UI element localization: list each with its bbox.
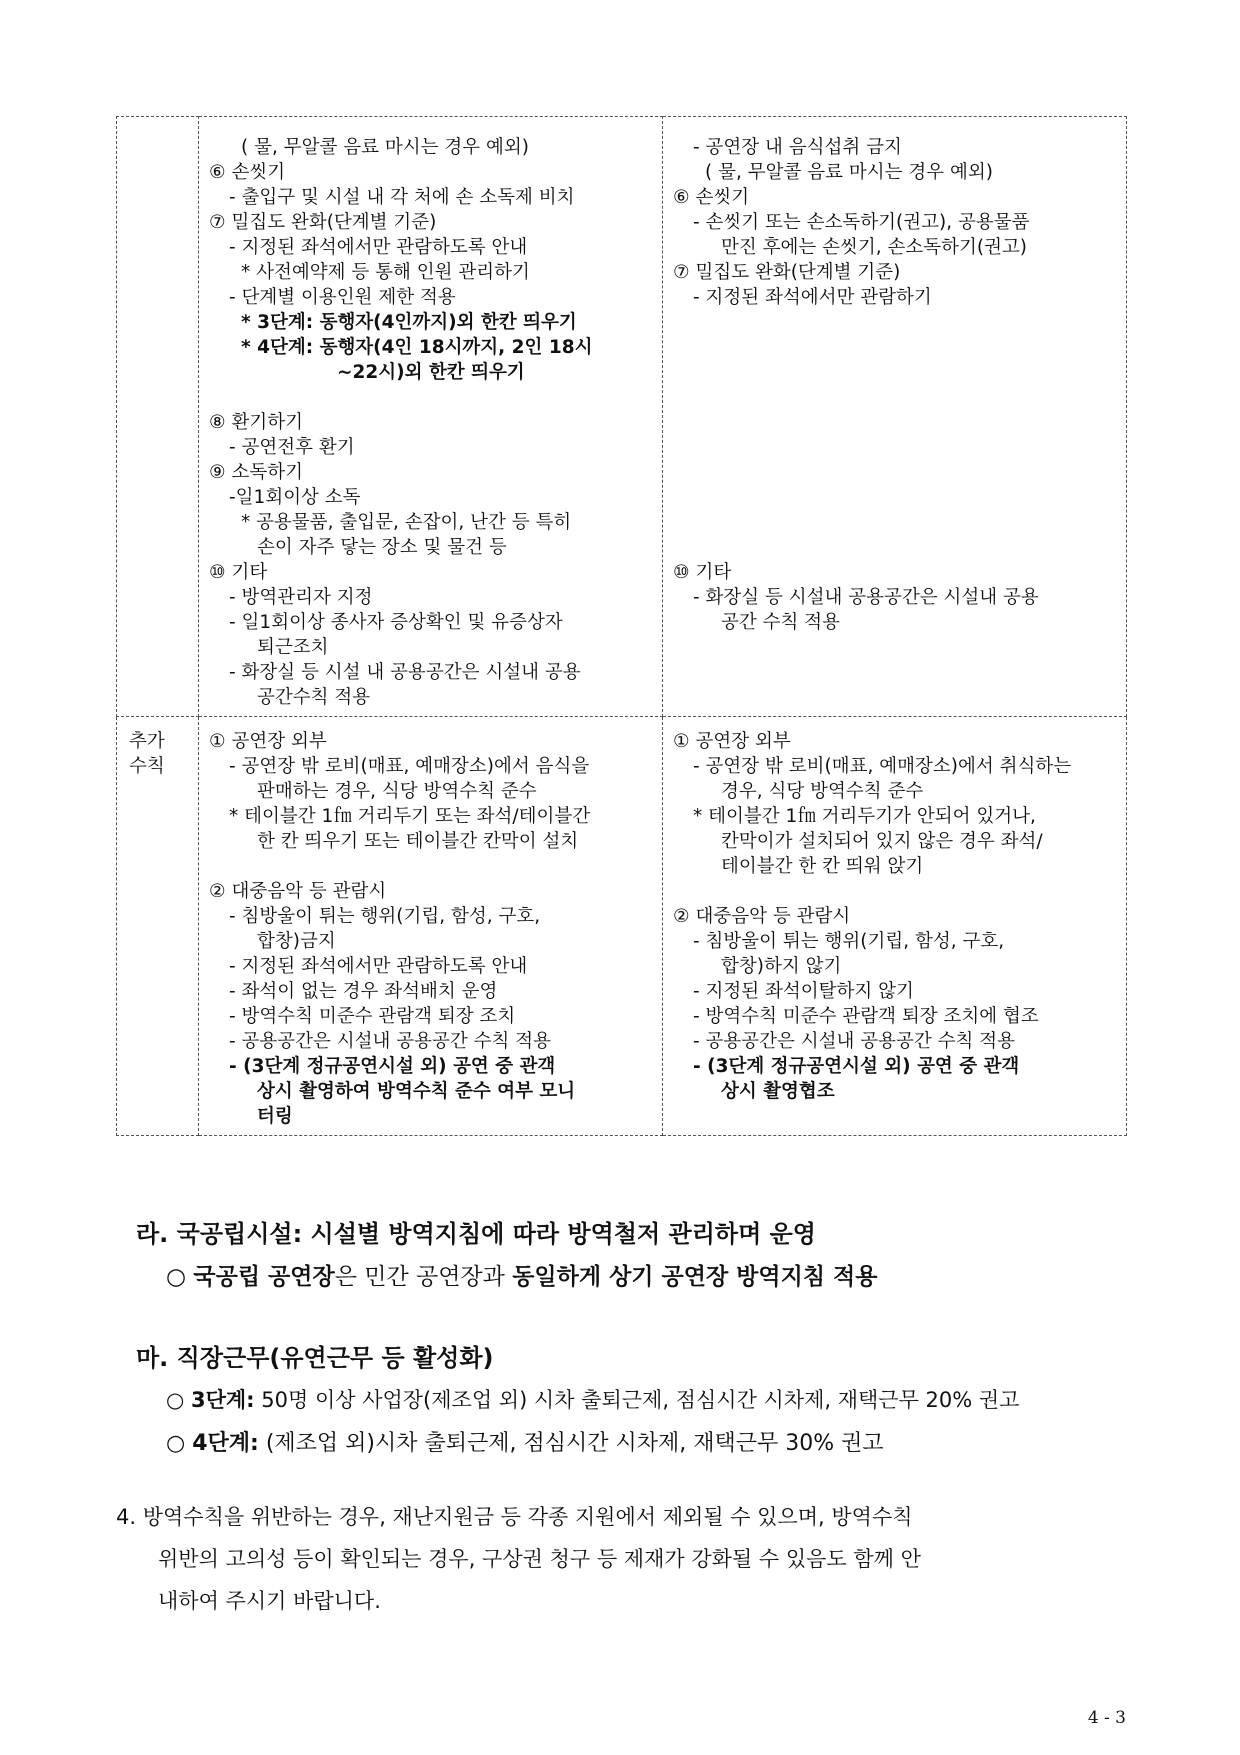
rule-line: - (3단계 정규공연시설 외) 공연 중 관객 <box>229 1056 556 1077</box>
rule-line: - 방역수칙 미준수 관람객 퇴장 조치에 협조 <box>693 1006 1039 1027</box>
rule-line: ⑦ 밀집도 완화(단계별 기준) <box>209 212 437 233</box>
rule-line: - 일1회이상 종사자 증상확인 및 유증상자 <box>229 612 563 633</box>
item-text: (제조업 외)시차 출퇴근제, 점심시간 시차제, 재택근무 30% 권고 <box>258 1431 884 1456</box>
rule-line: - 공연장 내 음식섭취 금지 <box>693 137 902 158</box>
rule-line: 공간수칙 적용 <box>257 687 371 708</box>
facility-rules-cell <box>199 717 663 1136</box>
rule-line: - (3단계 정규공연시설 외) 공연 중 관객 <box>693 1056 1020 1077</box>
line-spacer <box>673 360 1116 385</box>
rule-line: * 사전예약제 등 통해 인원 관리하기 <box>241 262 530 283</box>
facility-rules-cell <box>199 117 663 717</box>
line-spacer <box>673 335 1116 360</box>
rule-line: - 공연전후 환기 <box>229 437 355 458</box>
rule-line: ① 공연장 외부 <box>209 731 327 752</box>
rule-line: -일1회이상 소독 <box>229 487 361 508</box>
rule-line: * 테이블간 1㎙ 거리두기가 안되어 있거나, <box>693 806 1036 827</box>
rule-line: ⑦ 밀집도 완화(단계별 기준) <box>673 262 901 283</box>
line-spacer <box>673 535 1116 560</box>
rule-line: 경우, 식당 방역수칙 준수 <box>721 781 924 802</box>
line-spacer <box>209 854 652 879</box>
rule-line: ② 대중음악 등 관람시 <box>673 906 851 927</box>
section-ma-item-2 <box>166 1426 884 1457</box>
rule-line: - 지정된 좌석에서만 관람하도록 안내 <box>229 237 528 258</box>
item-text: 50명 이상 사업장(제조업 외) 시차 출퇴근제, 점심시간 시차제, 재택근무 20% 권고 <box>254 1388 1020 1412</box>
paragraph-4-line-1: 4. 방역수칙을 위반하는 경우, 재난지원금 등 각종 지원에서 제외될 수 있으며, 방역수칙 <box>116 1505 913 1529</box>
rule-line: ( 물, 무알콜 음료 마시는 경우 예외) <box>241 137 529 158</box>
rule-line: ① 공연장 외부 <box>673 731 791 752</box>
line-spacer <box>673 410 1116 435</box>
bullet-symbol: ○ <box>166 1431 193 1456</box>
rule-line: 합창)금지 <box>257 931 336 952</box>
rule-line: - 화장실 등 시설내 공용공간은 시설내 공용 <box>693 587 1039 608</box>
audience-rules-cell <box>663 117 1127 717</box>
rule-line: ⑩ 기타 <box>209 562 268 583</box>
rule-line: 터링 <box>257 1106 293 1127</box>
rule-line: 손이 자주 닿는 장소 및 물건 등 <box>257 537 507 558</box>
line-spacer <box>673 385 1116 410</box>
line-spacer <box>673 460 1116 485</box>
rule-line: - 화장실 등 시설 내 공용공간은 시설내 공용 <box>229 662 581 683</box>
rule-line: - 지정된 좌석에서만 관람하도록 안내 <box>229 956 528 977</box>
table-row <box>117 117 1127 717</box>
rule-line: 한 칸 띄우기 또는 테이블간 칸막이 설치 <box>257 831 579 852</box>
item-label: 3단계: <box>191 1388 255 1412</box>
rule-line: * 3단계: 동행자(4인까지)외 한칸 띄우기 <box>241 312 577 333</box>
section-ma-title: 마. 직장근무(유연근무 등 활성화) <box>136 1344 494 1372</box>
rule-line: 칸막이가 설치되어 있지 않은 경우 좌석/ <box>721 831 1043 852</box>
row-label <box>117 717 199 1136</box>
rule-line: 만진 후에는 손씻기, 손소독하기(권고) <box>721 237 1028 258</box>
bullet-normal-1: 은 민간 공연장과 <box>334 1264 513 1290</box>
section-ra-title: 라. 국공립시설: 시설별 방역지침에 따라 방역철저 관리하며 운영 <box>136 1220 816 1248</box>
item-label: 4단계: <box>192 1431 259 1456</box>
rule-line: - 방역수칙 미준수 관람객 퇴장 조치 <box>229 1006 516 1027</box>
rule-line: - 침방울이 튀는 행위(기립, 함성, 구호, <box>693 931 1005 952</box>
rule-line: 퇴근조치 <box>257 637 329 658</box>
bullet-symbol: ○ <box>166 1388 191 1412</box>
rule-line: - 손씻기 또는 손소독하기(권고), 공용물품 <box>693 212 1030 233</box>
rule-line: 상시 촬영협조 <box>721 1081 835 1102</box>
bullet-bold-1: 국공립 공연장 <box>193 1264 335 1290</box>
line-spacer <box>673 485 1116 510</box>
line-spacer <box>673 310 1116 335</box>
rule-line: - 좌석이 없는 경우 좌석배치 운영 <box>229 981 498 1002</box>
bullet-symbol: ○ <box>166 1264 194 1290</box>
row-label-text: 추가 수칙 <box>129 731 165 777</box>
rule-line: - 방역관리자 지정 <box>229 587 373 608</box>
section-ma-item-1 <box>166 1384 1019 1414</box>
page-number: 4 - 3 <box>1087 1708 1126 1728</box>
rule-line: 합창)하지 않기 <box>721 956 842 977</box>
bullet-bold-2: 동일하게 상기 공연장 방역지침 적용 <box>512 1264 878 1290</box>
rule-line: - 공용공간은 시설내 공용공간 수칙 적용 <box>693 1031 1016 1052</box>
table-row <box>117 717 1127 1136</box>
row-label <box>117 117 199 717</box>
section-ra-bullet <box>166 1258 878 1291</box>
guideline-table <box>116 116 1127 1136</box>
rule-line: - 공용공간은 시설내 공용공간 수칙 적용 <box>229 1031 552 1052</box>
line-spacer <box>673 510 1116 535</box>
rule-line: - 공연장 밖 로비(매표, 예매장소)에서 취식하는 <box>693 756 1072 777</box>
rule-line: ~22시)외 한칸 띄우기 <box>337 362 525 383</box>
rule-line: ⑩ 기타 <box>673 562 732 583</box>
rule-line: - 지정된 좌석에서만 관람하기 <box>693 287 932 308</box>
line-spacer <box>209 385 652 410</box>
rule-line: - 공연장 밖 로비(매표, 예매장소)에서 음식을 <box>229 756 590 777</box>
rule-line: * 테이블간 1㎙ 거리두기 또는 좌석/테이블간 <box>229 806 591 827</box>
rule-line: ⑥ 손씻기 <box>209 162 286 183</box>
rule-line: ⑧ 환기하기 <box>209 412 303 433</box>
line-spacer <box>673 435 1116 460</box>
rule-line: - 단계별 이용인원 제한 적용 <box>229 287 456 308</box>
rule-line: ( 물, 무알콜 음료 마시는 경우 예외) <box>705 162 993 183</box>
paragraph-4-line-2: 위반의 고의성 등이 확인되는 경우, 구상권 청구 등 제재가 강화될 수 있음도 함께 안 <box>158 1547 921 1571</box>
line-spacer <box>673 879 1116 904</box>
rule-line: 공간 수칙 적용 <box>721 612 840 633</box>
rule-line: ⑥ 손씻기 <box>673 187 750 208</box>
rule-line: ⑨ 소독하기 <box>209 462 303 483</box>
rule-line: 테이블간 한 칸 띄워 앉기 <box>721 856 924 877</box>
rule-line: 판매하는 경우, 식당 방역수칙 준수 <box>257 781 537 802</box>
rule-line: - 출입구 및 시설 내 각 처에 손 소독제 비치 <box>229 187 575 208</box>
paragraph-4-line-3: 내하여 주시기 바랍니다. <box>158 1589 381 1613</box>
rule-line: * 4단계: 동행자(4인 18시까지, 2인 18시 <box>241 337 593 358</box>
rule-line: 상시 촬영하여 방역수칙 준수 여부 모니 <box>257 1081 576 1102</box>
rule-line: - 침방울이 튀는 행위(기립, 함성, 구호, <box>229 906 541 927</box>
rule-line: ② 대중음악 등 관람시 <box>209 881 387 902</box>
audience-rules-cell <box>663 717 1127 1136</box>
rule-line: - 지정된 좌석이탈하지 않기 <box>693 981 914 1002</box>
rule-line: * 공용물품, 출입문, 손잡이, 난간 등 특히 <box>241 512 572 533</box>
